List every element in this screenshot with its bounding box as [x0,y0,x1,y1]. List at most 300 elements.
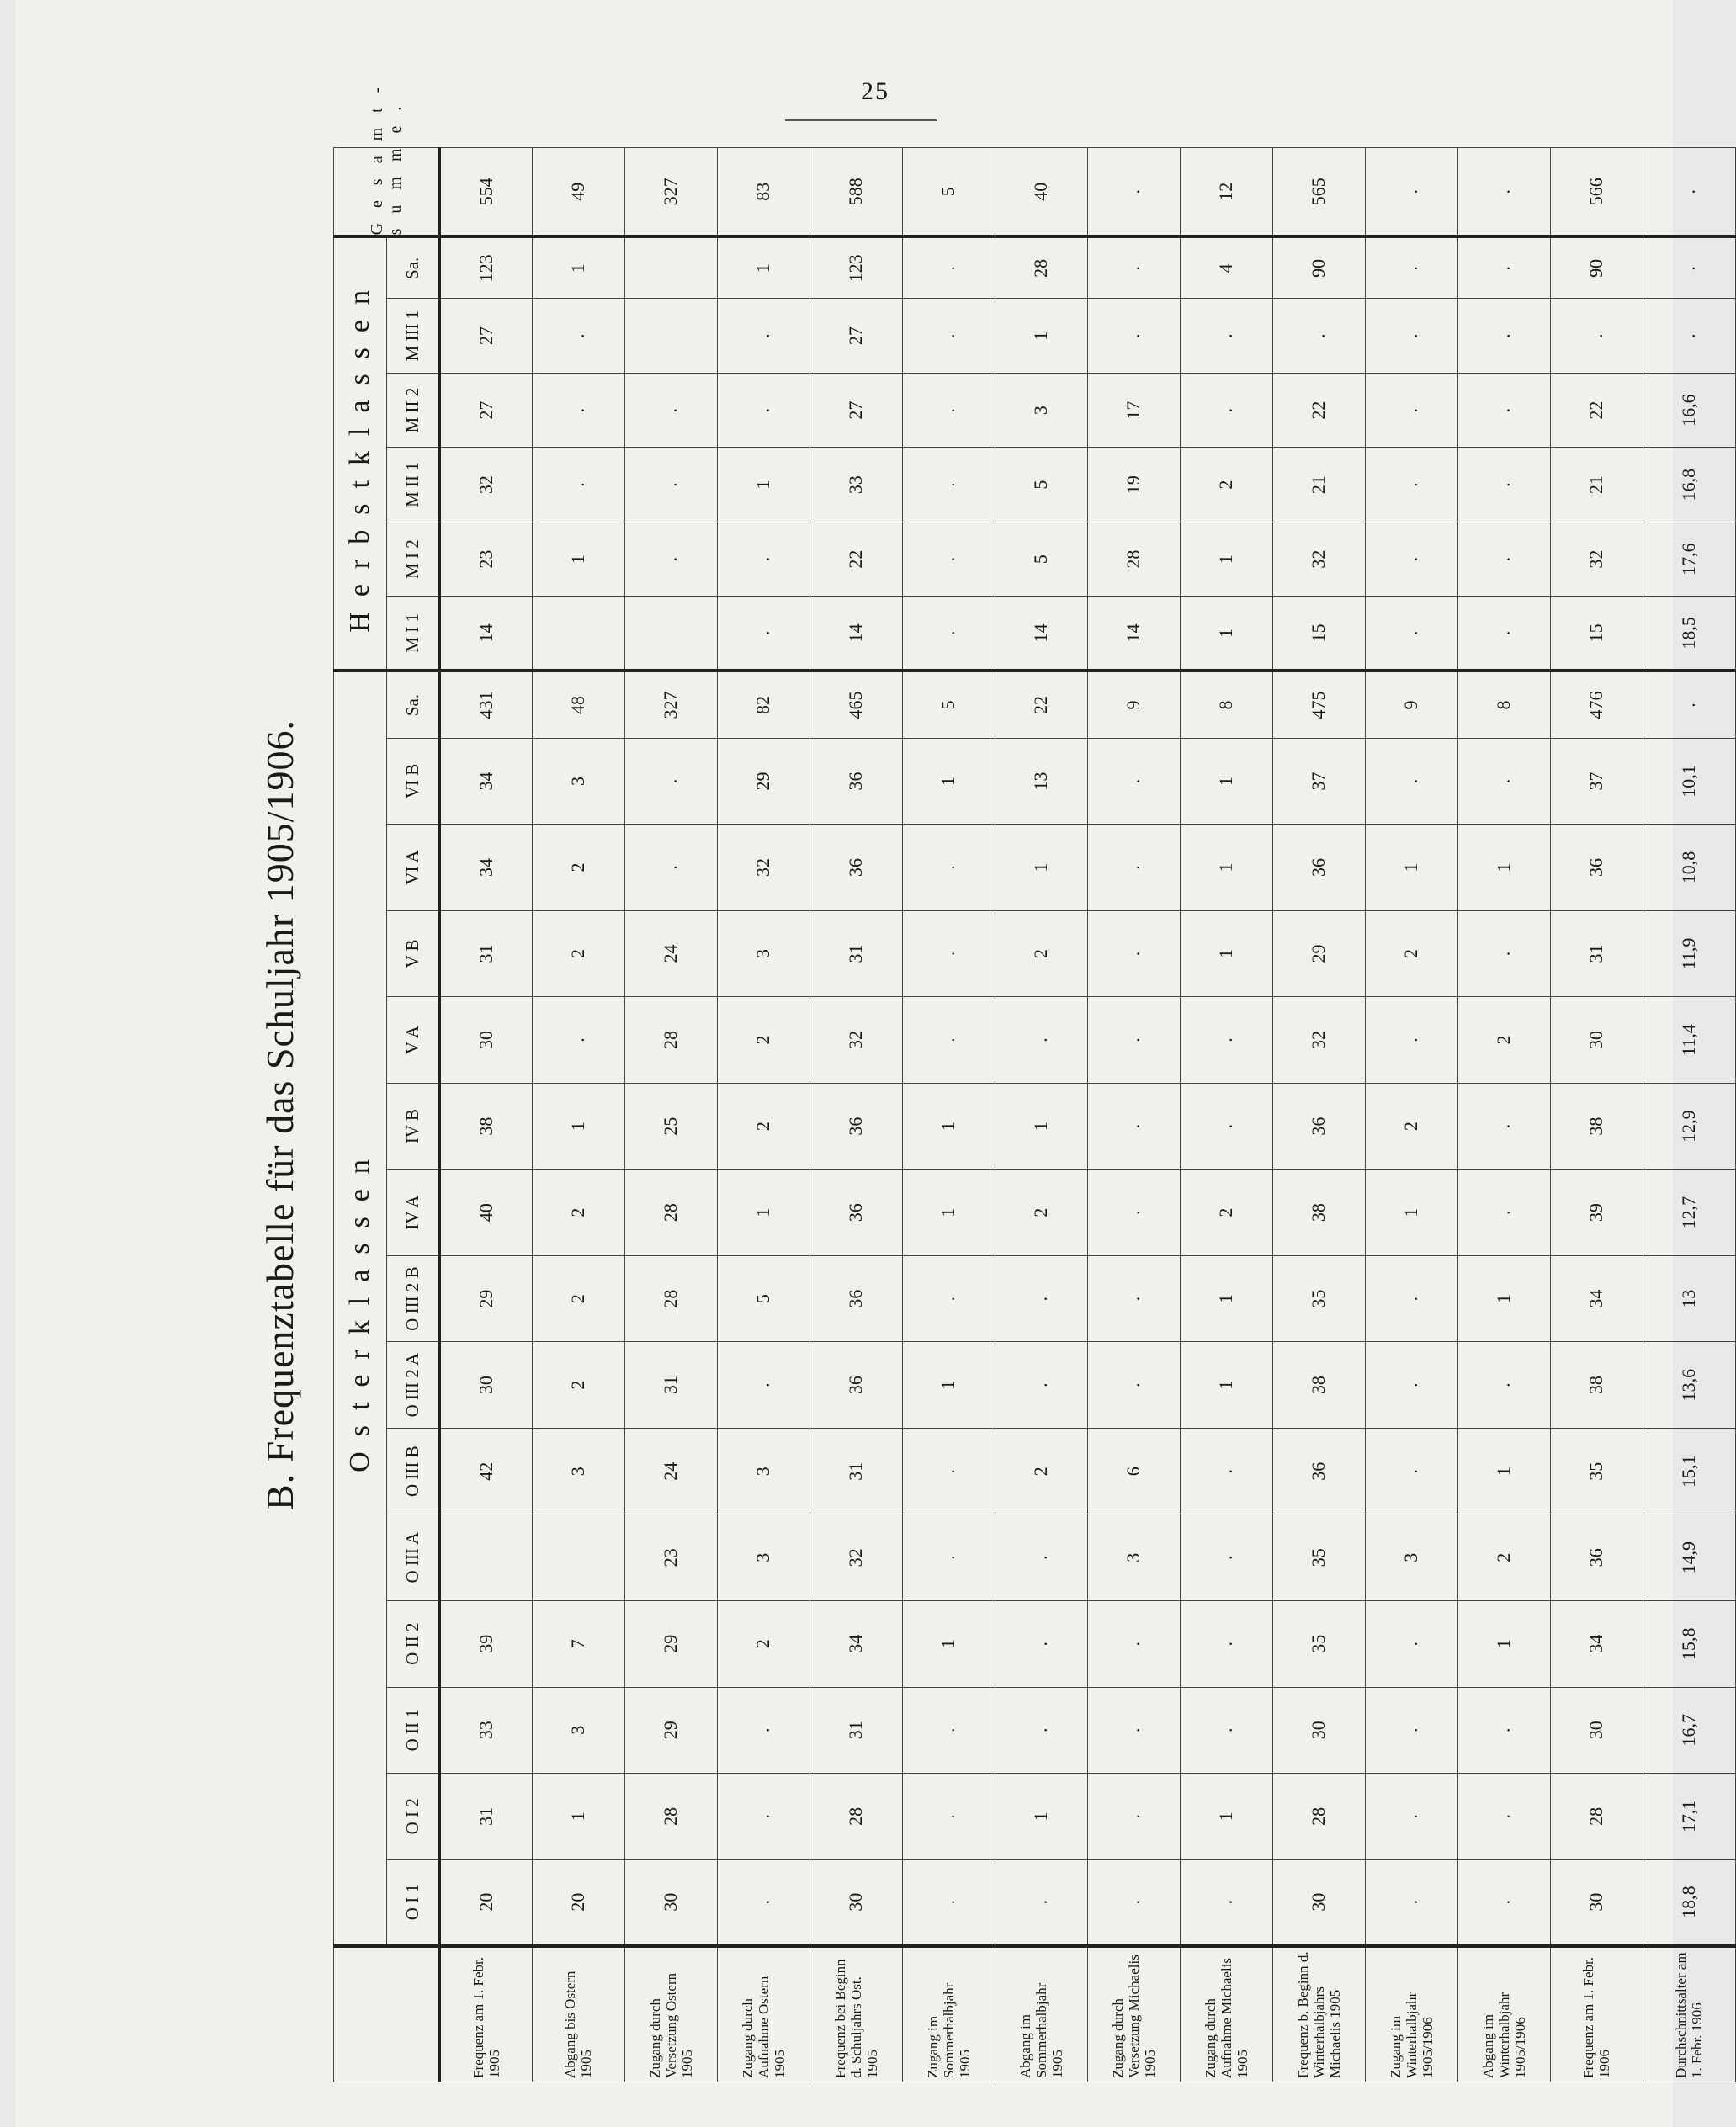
herbst-cell: 21 [1272,448,1365,522]
oster-column-header: O III A [387,1514,440,1601]
herbst-cell: . [1457,299,1550,374]
row-label: Abgang im Sommerhalbjahr 1905 [995,1946,1087,2082]
row-label: Zugang durch Versetzung Ostern 1905 [624,1946,717,2082]
oster-cell: 23 [624,1514,717,1601]
oster-cell: 1 [1457,825,1550,911]
oster-cell: 36 [810,1255,902,1342]
oster-cell: 28 [810,1774,902,1860]
herbst-cell: . [1457,597,1550,671]
oster-cell: 28 [624,1255,717,1342]
gesamt-cell: 588 [810,148,902,237]
oster-column-header: Sa. [387,671,440,738]
herbst-cell: . [532,448,624,522]
oster-cell: . [1087,1083,1180,1170]
gesamt-cell: 565 [1272,148,1365,237]
oster-cell: . [1087,997,1180,1084]
oster-cell: 2 [532,825,624,911]
herbst-cell: 19 [1087,448,1180,522]
herbst-cell: . [1457,236,1550,298]
herbst-cell: 16,8 [1643,448,1735,522]
herbst-cell: 2 [1180,448,1272,522]
oster-cell: 2 [532,910,624,997]
oster-cell: 36 [810,1083,902,1170]
gesamtsumme-header: Gesamt-summe. [334,148,440,237]
oster-cell: . [902,1687,995,1774]
row-label: Zugang im Winterhalbjahr 1905/1906 [1365,1946,1457,2082]
oster-cell: . [902,997,995,1084]
oster-cell: 25 [624,1083,717,1170]
herbst-cell: 27 [439,373,532,448]
oster-cell: 35 [1272,1255,1365,1342]
oster-cell: . [995,1342,1087,1429]
oster-cell: 2 [995,1170,1087,1256]
oster-cell: 1 [1457,1255,1550,1342]
oster-cell: 37 [1272,738,1365,825]
herbst-cell: 1 [1180,522,1272,597]
oster-cell: 15,8 [1643,1600,1735,1687]
herbst-cell: . [1643,236,1735,298]
oster-column-header: IV A [387,1170,440,1256]
herbst-cell: 32 [439,448,532,522]
herbst-cell: 1 [995,299,1087,374]
herbst-cell: . [1365,522,1457,597]
row-label: Zugang im Sommerhalbjahr 1905 [902,1946,995,2082]
herbst-cell: 90 [1550,236,1643,298]
oster-cell: 1 [1365,1170,1457,1256]
oster-cell: 22 [995,671,1087,738]
herbst-cell: . [717,597,810,671]
herbst-cell: 5 [995,522,1087,597]
oster-cell: 1 [902,1600,995,1687]
herbst-cell: . [1365,236,1457,298]
oster-cell: . [1087,1255,1180,1342]
herbst-cell: 32 [1272,522,1365,597]
oster-cell: 3 [717,1514,810,1601]
oster-cell: 12,9 [1643,1083,1735,1170]
oster-cell: 1 [532,1774,624,1860]
table-row [1272,148,1365,2082]
oster-cell: 30 [1550,1687,1643,1774]
oster-cell: . [1365,997,1457,1084]
table-body [439,148,1735,2082]
oster-cell: 39 [439,1600,532,1687]
oster-cell: . [1457,1687,1550,1774]
oster-cell: 17,1 [1643,1774,1735,1860]
oster-cell: 31 [624,1342,717,1429]
oster-cell: . [1087,1859,1180,1946]
herbst-cell [624,597,717,671]
document-title: B. Frequenztabelle für das Schuljahr 1905/1906. [258,719,301,1510]
oster-cell: . [1087,1170,1180,1256]
oster-column-header: V A [387,997,440,1084]
oster-cell: . [1180,1514,1272,1601]
oster-cell: 36 [1272,1428,1365,1514]
oster-cell: . [1180,997,1272,1084]
oster-cell: 15,1 [1643,1428,1735,1514]
herbst-cell: 14 [995,597,1087,671]
oster-cell: . [1457,1342,1550,1429]
herbst-cell: 1 [717,448,810,522]
oster-cell: 476 [1550,671,1643,738]
oster-cell: 32 [717,825,810,911]
row-label: Frequenz am 1. Febr. 1905 [439,1946,532,2082]
herbst-cell: . [1550,299,1643,374]
gesamt-cell: 40 [995,148,1087,237]
herbst-cell: . [1180,299,1272,374]
oster-cell: . [717,1859,810,1946]
row-label: Zugang durch Aufnahme Ostern 1905 [717,1946,810,2082]
herbst-cell: 28 [995,236,1087,298]
herbst-cell: . [1272,299,1365,374]
herbst-cell: 27 [439,299,532,374]
oster-cell: 32 [1272,997,1365,1084]
oster-cell: 20 [439,1859,532,1946]
herbst-cell [624,299,717,374]
herbst-cell: . [902,522,995,597]
oster-cell: 30 [1550,1859,1643,1946]
oster-cell: . [1087,825,1180,911]
herbst-cell [532,597,624,671]
oster-cell: . [1457,1083,1550,1170]
oster-cell: 36 [810,825,902,911]
osterklassen-header: Osterklassen [334,671,387,1945]
page-number-rule [785,119,937,121]
oster-cell: . [902,1774,995,1860]
herbst-cell: 123 [439,236,532,298]
oster-cell: . [1457,1170,1550,1256]
oster-column-header: O I 2 [387,1774,440,1860]
oster-column-header: O I 1 [387,1859,440,1946]
herbst-cell: . [902,236,995,298]
oster-cell: 9 [1365,671,1457,738]
oster-cell: . [1457,738,1550,825]
oster-cell: 34 [1550,1255,1643,1342]
oster-cell: 1 [902,1342,995,1429]
oster-cell: 38 [1272,1170,1365,1256]
oster-cell: 34 [439,825,532,911]
oster-cell: 9 [1087,671,1180,738]
oster-cell: . [1180,1083,1272,1170]
gesamt-cell: . [1643,148,1735,237]
herbst-cell: . [1087,299,1180,374]
oster-cell: 3 [532,1687,624,1774]
oster-cell [439,1514,532,1601]
oster-cell: . [995,1600,1087,1687]
oster-cell: 28 [624,997,717,1084]
gesamt-cell: 83 [717,148,810,237]
oster-cell: 2 [995,910,1087,997]
herbst-cell: . [1457,373,1550,448]
herbst-cell: 23 [439,522,532,597]
oster-cell: 36 [1550,825,1643,911]
oster-cell: 1 [995,825,1087,911]
oster-cell: 28 [624,1774,717,1860]
oster-cell: . [995,997,1087,1084]
herbst-cell: 123 [810,236,902,298]
oster-cell: 29 [624,1600,717,1687]
herbst-cell: 1 [717,236,810,298]
oster-cell: 3 [532,738,624,825]
oster-cell: 1 [1457,1428,1550,1514]
oster-cell: 2 [532,1170,624,1256]
oster-cell: 2 [717,1600,810,1687]
herbst-cell: . [532,373,624,448]
row-label: Abgang bis Ostern 1905 [532,1946,624,2082]
oster-cell: . [995,1687,1087,1774]
oster-cell: 28 [1272,1774,1365,1860]
row-label: Frequenz bei Beginn d. Schuljahrs Ost. 1905 [810,1946,902,2082]
oster-cell: 31 [810,910,902,997]
oster-cell: 1 [717,1170,810,1256]
herbst-cell: . [532,299,624,374]
table-row [1550,148,1643,2082]
oster-cell: 16,7 [1643,1687,1735,1774]
oster-cell: . [902,1255,995,1342]
herbst-cell: 4 [1180,236,1272,298]
oster-column-header: O II 1 [387,1687,440,1774]
oster-cell: 48 [532,671,624,738]
oster-cell: . [1365,1428,1457,1514]
oster-cell [532,1514,624,1601]
herbst-cell: . [624,522,717,597]
herbst-cell: . [902,373,995,448]
oster-cell: 1 [902,1083,995,1170]
oster-cell: . [1365,1774,1457,1860]
oster-cell: 13 [995,738,1087,825]
row-label: Frequenz b. Beginn d. Winterhalbjahrs Michaelis 1905 [1272,1946,1365,2082]
herbst-cell: 14 [439,597,532,671]
herbst-cell: 16,6 [1643,373,1735,448]
gesamt-cell: 327 [624,148,717,237]
oster-column-header: O III 2 A [387,1342,440,1429]
oster-cell: . [902,1859,995,1946]
table-row [902,148,995,2082]
herbst-cell: . [1180,373,1272,448]
oster-cell: 30 [624,1859,717,1946]
oster-cell: 11,9 [1643,910,1735,997]
oster-cell: 18,8 [1643,1859,1735,1946]
oster-cell: 5 [717,1255,810,1342]
oster-cell: 1 [1180,1255,1272,1342]
oster-cell: 28 [624,1170,717,1256]
oster-cell: 3 [1365,1514,1457,1601]
oster-cell: 8 [1180,671,1272,738]
herbst-column-header: M I 1 [387,597,440,671]
oster-cell: 10,8 [1643,825,1735,911]
gesamt-cell: 566 [1550,148,1643,237]
herbst-cell: . [1365,448,1457,522]
herbst-cell: . [1365,299,1457,374]
oster-cell: 38 [1550,1083,1643,1170]
table-row [624,148,717,2082]
herbst-cell: . [1643,299,1735,374]
oster-cell: . [1180,1428,1272,1514]
gesamt-cell: 12 [1180,148,1272,237]
oster-cell: 35 [1272,1514,1365,1601]
herbst-cell: 1 [532,236,624,298]
oster-cell: . [1365,1342,1457,1429]
oster-cell: . [717,1687,810,1774]
oster-cell: 37 [1550,738,1643,825]
herbst-cell: 22 [810,522,902,597]
herbst-column-header: M I 2 [387,522,440,597]
oster-cell: 2 [717,997,810,1084]
oster-cell: 36 [1272,1083,1365,1170]
oster-cell: 2 [1365,1083,1457,1170]
oster-cell: 29 [439,1255,532,1342]
oster-cell: 31 [439,910,532,997]
oster-cell: . [1457,1859,1550,1946]
table-row [810,148,902,2082]
table-row [995,148,1087,2082]
oster-cell: 7 [532,1600,624,1687]
herbst-cell: . [717,373,810,448]
gesamt-cell: 554 [439,148,532,237]
oster-cell: 1 [902,738,995,825]
herbst-cell: 14 [1087,597,1180,671]
oster-cell: . [995,1255,1087,1342]
oster-cell: 1 [1457,1600,1550,1687]
oster-cell: . [1365,738,1457,825]
oster-cell: 5 [902,671,995,738]
herbst-cell: 27 [810,299,902,374]
herbst-column-header: Sa. [387,236,440,298]
oster-cell: 30 [810,1859,902,1946]
oster-cell: 3 [1087,1514,1180,1601]
herbst-cell: 27 [810,373,902,448]
oster-cell: . [1643,671,1735,738]
oster-cell: 38 [1550,1342,1643,1429]
row-label: Abgang im Winterhalbjahr 1905/1906 [1457,1946,1550,2082]
herbst-column-header: M III 1 [387,299,440,374]
oster-cell: 30 [439,997,532,1084]
oster-cell: 10,1 [1643,738,1735,825]
oster-cell: 36 [1550,1514,1643,1601]
oster-cell: 38 [1272,1342,1365,1429]
herbst-cell: 22 [1550,373,1643,448]
oster-cell: 36 [810,1342,902,1429]
herbst-cell: . [1365,597,1457,671]
oster-cell: 1 [1180,1342,1272,1429]
oster-cell: 28 [1550,1774,1643,1860]
oster-cell: 2 [532,1255,624,1342]
oster-cell: . [1087,1774,1180,1860]
oster-column-header: O III B [387,1428,440,1514]
oster-cell: 29 [1272,910,1365,997]
oster-cell: 327 [624,671,717,738]
herbst-cell: . [624,448,717,522]
oster-column-header: VI A [387,825,440,911]
oster-cell: . [902,910,995,997]
herbst-cell: . [1457,522,1550,597]
oster-cell: 2 [1457,997,1550,1084]
oster-cell: 14,9 [1643,1514,1735,1601]
oster-cell: 29 [717,738,810,825]
herbst-cell: . [902,597,995,671]
table-row [1457,148,1550,2082]
herbst-cell: . [1087,236,1180,298]
herbst-cell: 14 [810,597,902,671]
oster-cell: . [1087,1687,1180,1774]
oster-cell: . [1365,1600,1457,1687]
herbst-cell: 1 [532,522,624,597]
oster-cell: 38 [439,1083,532,1170]
table-row [1180,148,1272,2082]
herbst-cell: 18,5 [1643,597,1735,671]
oster-cell: 1 [902,1170,995,1256]
oster-cell: . [1365,1687,1457,1774]
herbst-cell: 21 [1550,448,1643,522]
herbst-cell: . [1365,373,1457,448]
table-row [439,148,532,2082]
herbst-cell: 32 [1550,522,1643,597]
oster-cell: . [1180,1859,1272,1946]
herbst-cell: . [1457,448,1550,522]
oster-cell: . [1457,910,1550,997]
oster-cell: 35 [1550,1428,1643,1514]
oster-cell: 24 [624,1428,717,1514]
table-row [532,148,624,2082]
oster-cell: 3 [532,1428,624,1514]
oster-cell: . [1087,1342,1180,1429]
herbst-cell: . [902,299,995,374]
oster-cell: 24 [624,910,717,997]
oster-cell: 431 [439,671,532,738]
oster-cell: 42 [439,1428,532,1514]
oster-cell: 1 [1180,825,1272,911]
oster-cell: 33 [439,1687,532,1774]
oster-cell: 30 [1272,1859,1365,1946]
oster-cell: 1 [532,1083,624,1170]
table-row [1643,148,1735,2082]
table-row [717,148,810,2082]
oster-cell: 31 [439,1774,532,1860]
herbst-cell: 1 [1180,597,1272,671]
oster-cell: 8 [1457,671,1550,738]
herbst-cell: . [902,448,995,522]
oster-cell: . [624,738,717,825]
table-row [1087,148,1180,2082]
oster-cell: 2 [1180,1170,1272,1256]
herbst-cell: 3 [995,373,1087,448]
corner-cell [334,1946,440,2082]
oster-cell: 3 [717,910,810,997]
oster-cell: 1 [1180,910,1272,997]
oster-cell: 36 [1272,825,1365,911]
oster-cell: 32 [810,1514,902,1601]
oster-cell: 1 [1180,1774,1272,1860]
gesamt-cell: 5 [902,148,995,237]
herbst-cell: 90 [1272,236,1365,298]
oster-cell: 1 [1180,738,1272,825]
scanned-page [15,0,1705,2127]
oster-cell: . [902,825,995,911]
herbst-column-header: M II 1 [387,448,440,522]
oster-cell: 475 [1272,671,1365,738]
oster-cell: 34 [439,738,532,825]
oster-cell: 32 [810,997,902,1084]
gesamt-cell: 49 [532,148,624,237]
page-number: 25 [861,77,889,105]
oster-cell: 29 [624,1687,717,1774]
oster-cell: 13,6 [1643,1342,1735,1429]
oster-cell: 2 [995,1428,1087,1514]
oster-cell: 1 [1365,825,1457,911]
oster-cell: . [1457,1774,1550,1860]
oster-cell: 82 [717,671,810,738]
oster-cell: 40 [439,1170,532,1256]
oster-cell: 31 [810,1428,902,1514]
